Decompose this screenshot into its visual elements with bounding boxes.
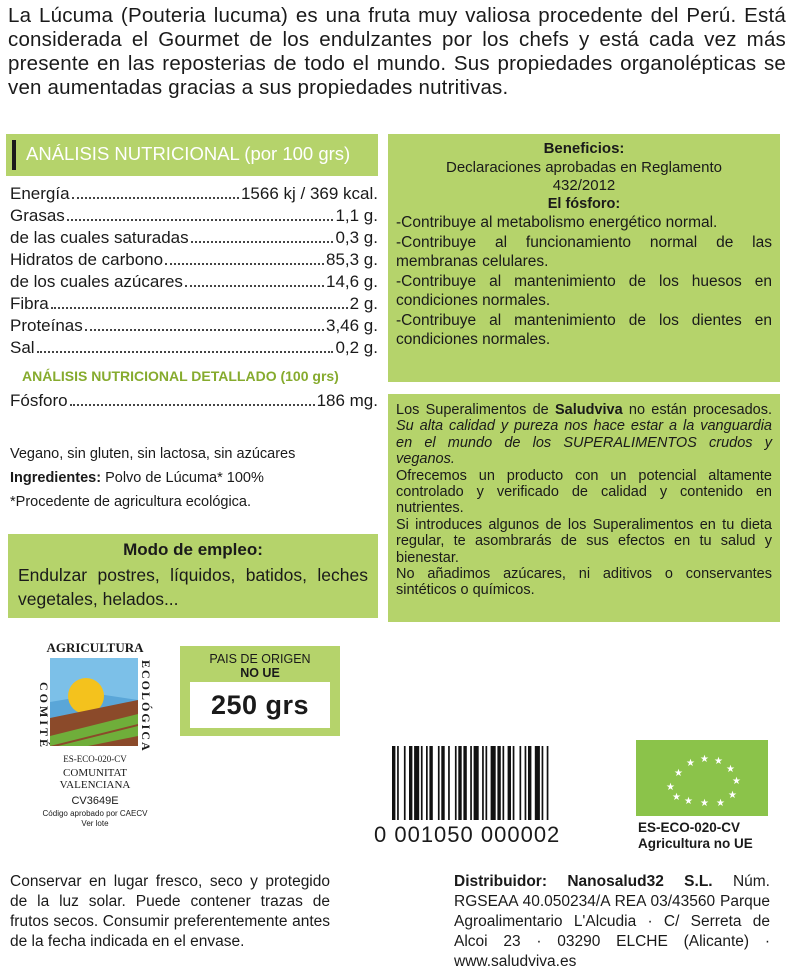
origin-weight-box: [180, 646, 340, 736]
intro-paragraph: La Lúcuma (Pouteria lucuma) es una fruta muy valiosa procedente del Perú. Está considerada el Gourmet de los endulzantes por los chefs y está cada vez más presente en las reposterias de todo el mundo. Sus propiedades organolépticas se ven aumentadas gracias a sus propiedades nutritivas.: [8, 4, 786, 99]
svg-text:★: ★: [672, 792, 681, 803]
svg-text:VALENCIANA: VALENCIANA: [59, 779, 131, 791]
nutrition-title: ANÁLISIS NUTRICIONAL (por 100 grs): [26, 143, 351, 164]
usage-text: Endulzar postres, líquidos, batidos, leches vegetales, helados...: [18, 565, 368, 609]
nutrition-row: [10, 294, 378, 316]
superfood-text: Los Superalimentos de Saludviva no están procesados. Su alta calidad y pureza nos hace estar a la vanguardia en el mundo de los SUPERALIMENTOS crudos y veganos. Ofrecemos un producto con un potencial altamente controlado y verificado de calidad y contenido en nutrientes. Si introduces algunos de los Superalimentos en tu dieta regular, te asombrarás de sus efectos en tu salud y bienestar. No añadimos azúcares, ni aditivos o conservantes sintéticos o químicos.: [396, 402, 772, 599]
svg-text:★: ★: [726, 764, 735, 775]
svg-text:★: ★: [674, 768, 683, 779]
svg-text:★: ★: [728, 790, 737, 801]
barcode-number: 0 001050 000002: [374, 822, 561, 847]
benefits-list: [396, 213, 772, 350]
net-weight: 250 grs: [190, 682, 330, 728]
ingredients-line: Ingredientes: Polvo de Lúcuma* 100%: [10, 470, 264, 486]
svg-text:★: ★: [666, 782, 675, 793]
benefits-title: Beneficios:: [543, 140, 625, 157]
nutrient-label: Fibra: [10, 294, 49, 313]
svg-text:★: ★: [700, 754, 709, 765]
nutrition-row: [10, 228, 378, 250]
svg-text:ECOLÓGICA: ECOLÓGICA: [139, 660, 153, 753]
phosphorus-title: El fósforo:: [547, 196, 621, 212]
caecv-certification-logo: [28, 640, 162, 852]
footnote: *Procedente de agricultura ecológica.: [10, 494, 252, 510]
list-item: -Contribuye al mantenimiento de los dientes en condiciones normales.: [396, 311, 772, 348]
nutrient-label: Sal: [10, 338, 35, 357]
eu-organic-logo: [636, 740, 768, 816]
nutrient-label: Grasas: [10, 206, 65, 225]
svg-text:COMITÉ: COMITÉ: [37, 682, 51, 751]
list-item: -Contribuye al funcionamiento normal de las membranas celulares.: [396, 233, 772, 270]
nutrient-value: 14,6 g.: [326, 272, 378, 291]
nutrition-row: [10, 316, 378, 338]
nutrition-row: [10, 250, 378, 272]
nutrient-value: 1566 kj / 369 kcal.: [240, 184, 378, 203]
nutrition-header: [6, 134, 378, 176]
organic-committee-emblem: [28, 640, 162, 852]
svg-text:★: ★: [686, 758, 695, 769]
list-item: -Contribuye al mantenimiento de los huesos en condiciones normales.: [396, 272, 772, 309]
brand-name: Saludviva: [554, 402, 623, 418]
superfood-box: [388, 394, 780, 622]
nutrient-label: Fósforo: [10, 391, 68, 410]
nutrient-label: de las cuales saturadas: [10, 228, 189, 247]
usage-title: Modo de empleo:: [123, 540, 263, 559]
diet-claim: Vegano, sin gluten, sin lactosa, sin azúcares: [10, 446, 296, 462]
nutrient-label: Energía: [10, 184, 70, 203]
list-item: -Contribuye al metabolismo energético normal.: [396, 214, 718, 231]
product-claims: [10, 442, 375, 514]
nutrient-value: 2 g.: [349, 294, 378, 313]
nutrient-value: 85,3 g.: [326, 250, 378, 269]
nutrient-label: Hidratos de carbono: [10, 250, 164, 269]
svg-text:★: ★: [732, 776, 741, 787]
header-accent-bar: [12, 140, 16, 170]
nutrition-row: [10, 391, 378, 413]
svg-text:★: ★: [714, 756, 723, 767]
nutrient-value: 1,1 g.: [335, 206, 378, 225]
svg-text:COMUNITAT: COMUNITAT: [63, 767, 127, 779]
nutrient-label: de los cuales azúcares: [10, 272, 183, 291]
svg-text:CV3649E: CV3649E: [71, 795, 119, 807]
barcode: [388, 746, 614, 820]
regulation-line: Declaraciones aprobadas en Reglamento: [445, 159, 722, 176]
eu-leaf-icon: [636, 740, 768, 816]
svg-text:Ver lote: Ver lote: [81, 819, 109, 828]
svg-text:★: ★: [716, 798, 725, 809]
usage-box: [8, 534, 378, 618]
nutrition-row: [10, 272, 378, 294]
barcode-bars: [388, 746, 614, 820]
regulation-number: 432/2012: [552, 177, 616, 194]
svg-text:★: ★: [700, 798, 709, 809]
nutrient-value: 186 mg.: [316, 391, 378, 410]
detailed-analysis-title: ANÁLISIS NUTRICIONAL DETALLADO (100 grs): [22, 368, 339, 384]
origin-label: PAIS DE ORIGEN: [209, 652, 311, 666]
eu-logo-caption: ES-ECO-020-CV Agricultura no UE: [638, 820, 753, 851]
svg-text:★: ★: [684, 796, 693, 807]
nutrient-value: 0,3 g.: [335, 228, 378, 247]
benefits-box: [388, 134, 780, 382]
svg-text:ES-ECO-020-CV: ES-ECO-020-CV: [63, 754, 127, 764]
svg-text:AGRICULTURA: AGRICULTURA: [46, 640, 144, 655]
nutrient-label: Proteínas: [10, 316, 83, 335]
distributor-info: Distribuidor: Nanosalud32 S.L. Núm. RGSEAA 40.050234/A REA 03/43560 Parque Agroalimentario L'Alcudia · C/ Serreta de Alcoi 23 · 03290 ELCHE (Alicante) · www.saludviva.es: [454, 873, 770, 970]
nutrition-row: [10, 184, 378, 206]
nutrient-value: 0,2 g.: [335, 338, 378, 357]
nutrition-row: [10, 206, 378, 228]
nutrition-row: [10, 338, 378, 360]
storage-instructions: Conservar en lugar fresco, seco y protegido de la luz solar. Puede contener trazas de frutos secos. Consumir preferentemente antes de la fecha indicada en el envase.: [10, 873, 330, 950]
emblem-square: [50, 658, 138, 746]
nutrient-value: 3,46 g.: [326, 316, 378, 335]
origin-value: NO UE: [240, 666, 280, 680]
svg-text:Código aprobado por CAECV: Código aprobado por CAECV: [42, 809, 148, 818]
